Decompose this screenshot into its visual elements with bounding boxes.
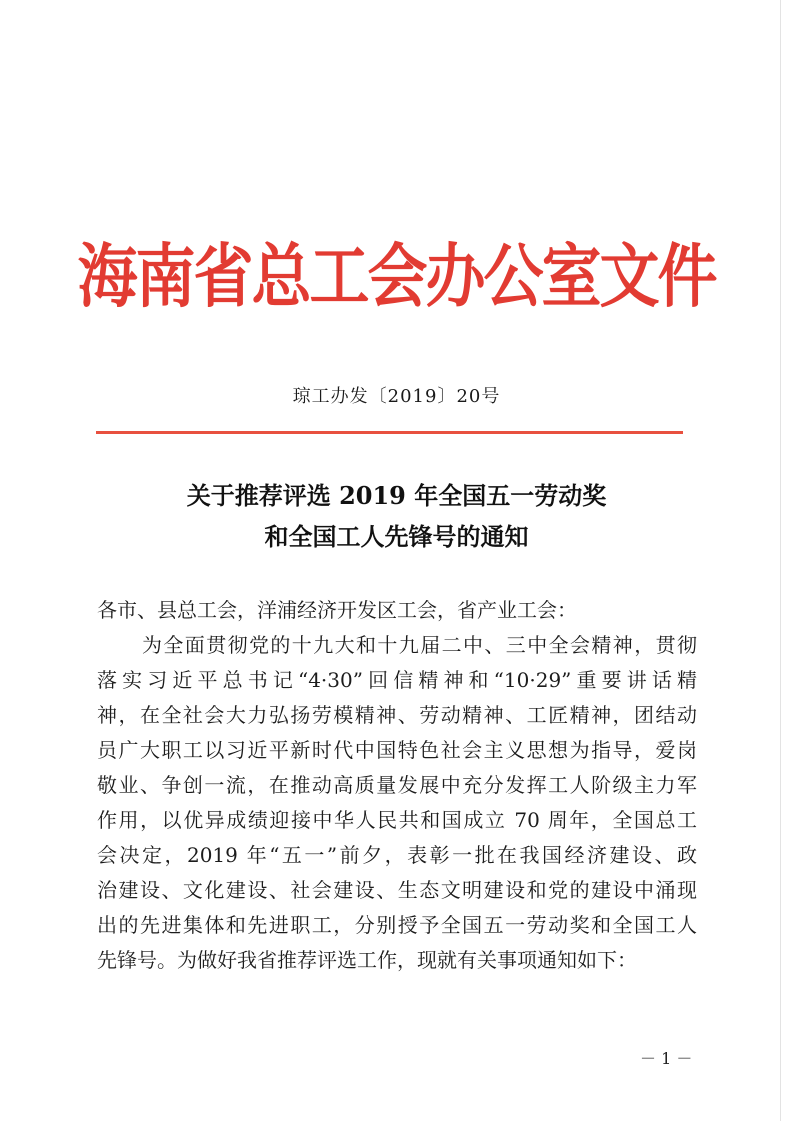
salutation: 各市、县总工会，洋浦经济开发区工会，省产业工会：	[97, 598, 577, 622]
body-line: 先锋号。为做好我省推荐评选工作，现就有关事项通知如下：	[97, 948, 637, 972]
body-line: 敬业、争创一流，在推动高质量发展中充分发挥工人阶级主力军	[97, 773, 697, 797]
document-number: 琼工办发〔2019〕20号	[292, 386, 501, 407]
body-line: 治建设、文化建设、社会建设、生态文明建设和党的建设中涌现	[97, 878, 697, 902]
page-number: － 1 －	[640, 1049, 693, 1068]
body-line: 为全面贯彻党的十九大和十九届二中、三中全会精神，贯彻	[142, 633, 697, 657]
body-line: 员广大职工以习近平新时代中国特色社会主义思想为指导，爱岗	[97, 738, 697, 762]
red-divider-rule	[96, 431, 683, 434]
body-line: 作用，以优异成绩迎接中华人民共和国成立 70 周年，全国总工	[97, 808, 697, 832]
body-line: 出的先进集体和先进职工，分别授予全国五一劳动奖和全国工人	[97, 913, 697, 937]
body-line: 落实习近平总书记“4·30”回信精神和“10·29”重要讲话精	[97, 668, 697, 692]
document-header-title: 海南省总工会办公室文件	[77, 236, 716, 318]
document-title	[0, 475, 793, 557]
document-title-line-2: 和全国工人先锋号的通知	[264, 522, 529, 551]
page-edge-line	[780, 0, 781, 1121]
body-line: 会决定，2019 年“五一”前夕，表彰一批在我国经济建设、政	[97, 843, 697, 867]
body-line: 神，在全社会大力弘扬劳模精神、劳动精神、工匠精神，团结动	[97, 703, 697, 727]
document-body	[97, 593, 697, 978]
document-title-line-1: 关于推荐评选 2019 年全国五一劳动奖	[186, 481, 607, 510]
